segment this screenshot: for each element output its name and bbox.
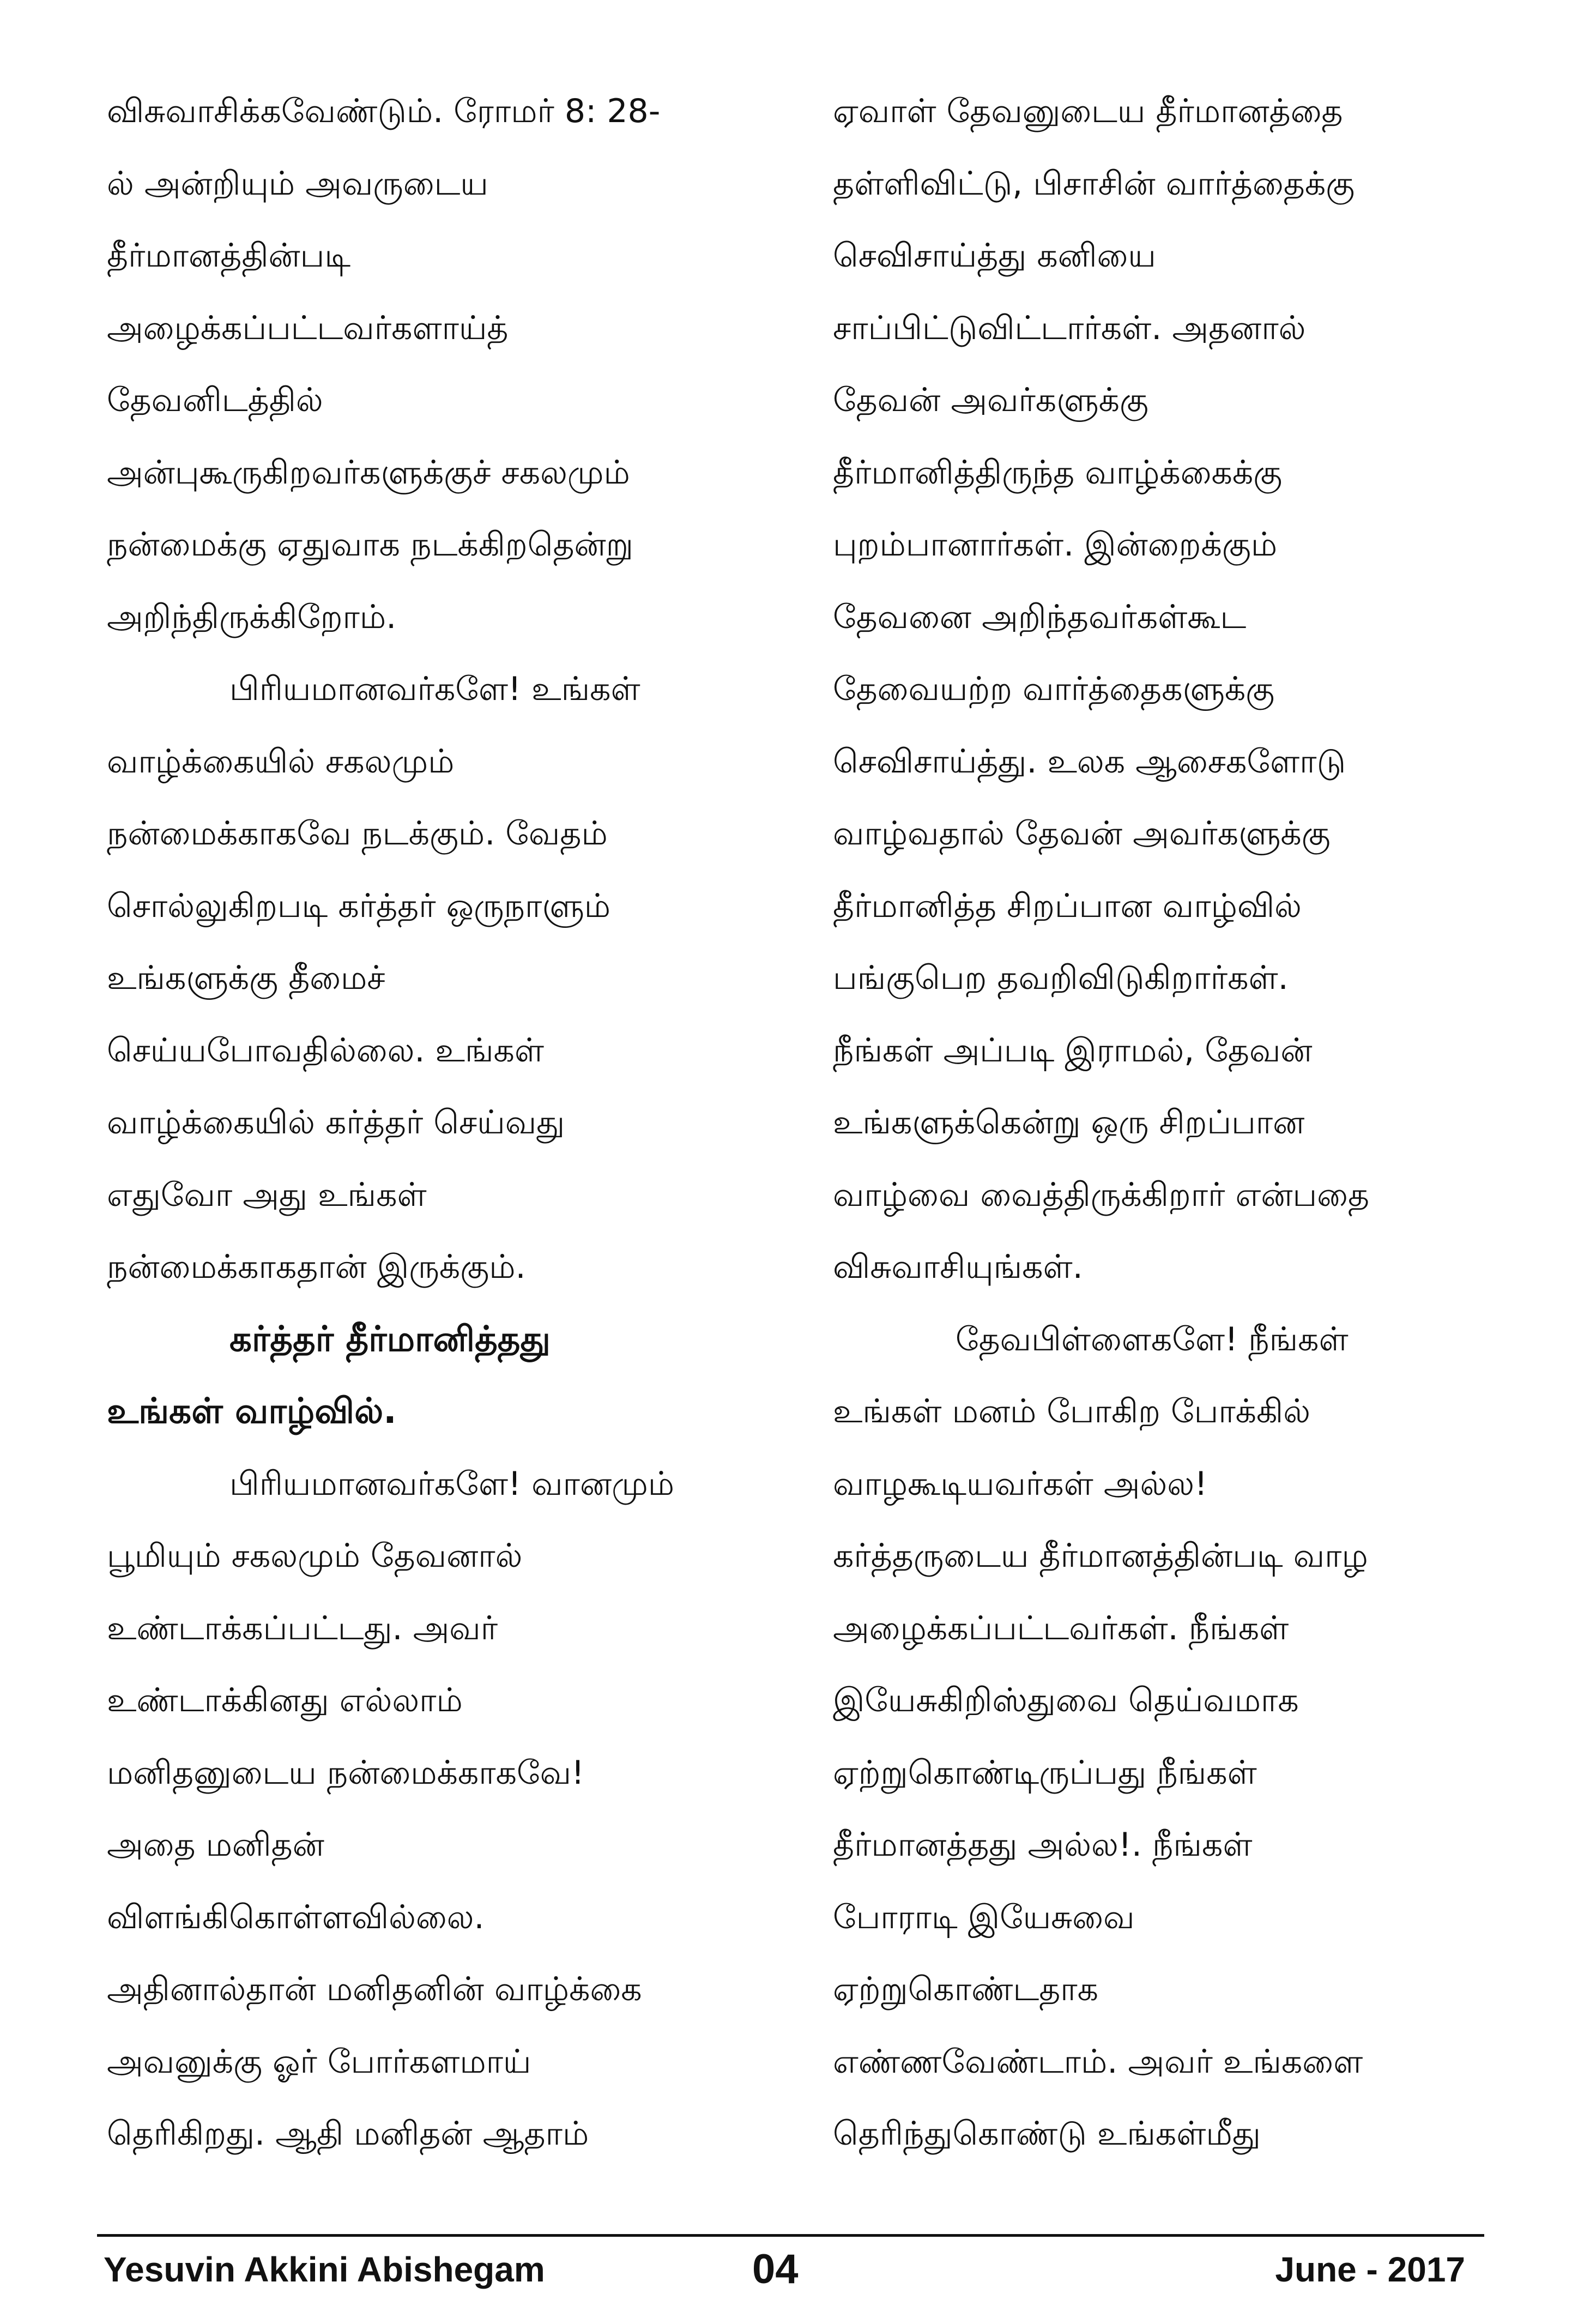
- text-line: தேவனை அறிந்தவர்கள்கூட: [833, 597, 1247, 636]
- text-line: வாழ்க்கையில் சகலமும்: [107, 742, 455, 781]
- text-line: விசுவாசியுங்கள்.: [833, 1248, 1083, 1286]
- section-heading-line-2: உங்கள் வாழ்வில்.: [107, 1391, 397, 1432]
- text-line: வாழ்வதால் தேவன் அவர்களுக்கு: [833, 814, 1331, 853]
- text-line: சாப்பிட்டுவிட்டார்கள். அதனால்: [833, 309, 1306, 347]
- text-line: விசுவாசிக்கவேண்டும். ரோமர் 8: 28-: [107, 92, 661, 130]
- text-line: தேவனிடத்தில்: [107, 381, 323, 419]
- text-line: அழைக்கப்பட்டவர்கள். நீங்கள்: [833, 1609, 1289, 1647]
- text-line: நீங்கள் அப்படி இராமல், தேவன்: [833, 1031, 1313, 1070]
- text-line: தீர்மானித்த சிறப்பான வாழ்வில்: [833, 886, 1302, 925]
- text-line: உங்கள் மனம் போகிற போக்கில்: [833, 1392, 1311, 1430]
- text-line: புறம்பானார்கள். இன்றைக்கும்: [833, 526, 1278, 564]
- paragraph-start-line: பிரியமானவர்களே! உங்கள்: [229, 670, 640, 708]
- text-line: அன்புகூருகிறவர்களுக்குச் சகலமும்: [107, 453, 630, 492]
- footer-divider: [97, 2234, 1484, 2237]
- text-line: நன்மைக்கு ஏதுவாக நடக்கிறதென்று: [107, 526, 633, 564]
- text-line: எண்ணவேண்டாம். அவர் உங்களை: [833, 2042, 1363, 2081]
- text-line: எதுவோ அது உங்கள்: [107, 1175, 427, 1214]
- text-line: தீர்மானத்தின்படி: [107, 237, 351, 275]
- text-line: போராடி இயேசுவை: [833, 1898, 1135, 1936]
- text-line: பூமியும் சகலமும் தேவனால்: [107, 1537, 523, 1575]
- text-line: செவிசாய்த்து. உலக ஆசைகளோடு: [833, 742, 1346, 781]
- text-line: ல் அன்றியும் அவருடைய: [107, 164, 488, 203]
- text-line: வாழ்க்கையில் கர்த்தர் செய்வது: [107, 1103, 565, 1142]
- text-line: இயேசுகிறிஸ்துவை தெய்வமாக: [833, 1681, 1299, 1719]
- text-line: தீர்மானித்திருந்த வாழ்க்கைக்கு: [833, 453, 1283, 492]
- text-line: ஏற்றுகொண்டதாக: [833, 1970, 1099, 2008]
- paragraph-start-line: தேவபிள்ளைகளே! நீங்கள்: [956, 1320, 1349, 1359]
- text-line: மனிதனுடைய நன்மைக்காகவே!: [107, 1753, 585, 1792]
- footer-page-number: 04: [752, 2246, 799, 2292]
- text-line: சொல்லுகிறபடி கர்த்தர் ஒருநாளும்: [107, 886, 611, 925]
- text-line: வாழ்வை வைத்திருக்கிறார் என்பதை: [833, 1175, 1370, 1214]
- text-line: செய்யபோவதில்லை. உங்கள்: [107, 1031, 545, 1070]
- text-line: வாழகூடியவர்கள் அல்ல!: [833, 1464, 1208, 1503]
- section-heading-line-1: கர்த்தர் தீர்மானித்தது: [229, 1319, 551, 1360]
- left-text-column: [107, 75, 815, 2170]
- text-line: உங்களுக்கென்று ஒரு சிறப்பான: [833, 1103, 1305, 1142]
- text-line: ஏற்றுகொண்டிருப்பது நீங்கள்: [833, 1753, 1257, 1792]
- paragraph-start-line: பிரியமானவர்களே! வானமும்: [229, 1464, 675, 1503]
- text-line: நன்மைக்காகதான் இருக்கும்.: [107, 1248, 526, 1286]
- text-line: தெரிந்துகொண்டு உங்கள்மீது: [833, 2115, 1261, 2153]
- text-line: உங்களுக்கு தீமைச்: [107, 959, 385, 997]
- text-line: தேவன் அவர்களுக்கு: [833, 381, 1148, 419]
- text-line: தேவையற்ற வார்த்தைகளுக்கு: [833, 670, 1275, 708]
- text-line: பங்குபெற தவறிவிடுகிறார்கள்.: [833, 959, 1289, 997]
- text-line: நன்மைக்காகவே நடக்கும். வேதம்: [107, 814, 608, 853]
- text-line: தெரிகிறது. ஆதி மனிதன் ஆதாம்: [107, 2115, 589, 2153]
- text-line: உண்டாக்கினது எல்லாம்: [107, 1681, 463, 1719]
- text-line: உண்டாக்கப்பட்டது. அவர்: [107, 1609, 498, 1647]
- text-line: விளங்கிகொள்ளவில்லை.: [107, 1898, 485, 1936]
- text-line: செவிசாய்த்து கனியை: [833, 237, 1156, 275]
- footer-publication-name: Yesuvin Akkini Abishegam: [104, 2250, 545, 2289]
- text-line: அழைக்கப்பட்டவர்களாய்த்: [107, 309, 509, 347]
- text-line: அதை மனிதன்: [107, 1826, 324, 1864]
- text-line: ஏவாள் தேவனுடைய தீர்மானத்தை: [833, 92, 1343, 130]
- text-line: அதினால்தான் மனிதனின் வாழ்க்கை: [107, 1970, 642, 2008]
- text-line: தீர்மானத்தது அல்ல!. நீங்கள்: [833, 1826, 1253, 1864]
- text-line: அறிந்திருக்கிறோம்.: [107, 597, 397, 636]
- text-line: அவனுக்கு ஓர் போர்களமாய்: [107, 2042, 531, 2081]
- text-line: தள்ளிவிட்டு, பிசாசின் வார்த்தைக்கு: [833, 164, 1355, 203]
- footer-date: June - 2017: [1275, 2250, 1465, 2289]
- text-line: கர்த்தருடைய தீர்மானத்தின்படி வாழ: [833, 1537, 1368, 1575]
- right-text-column: [833, 75, 1541, 2170]
